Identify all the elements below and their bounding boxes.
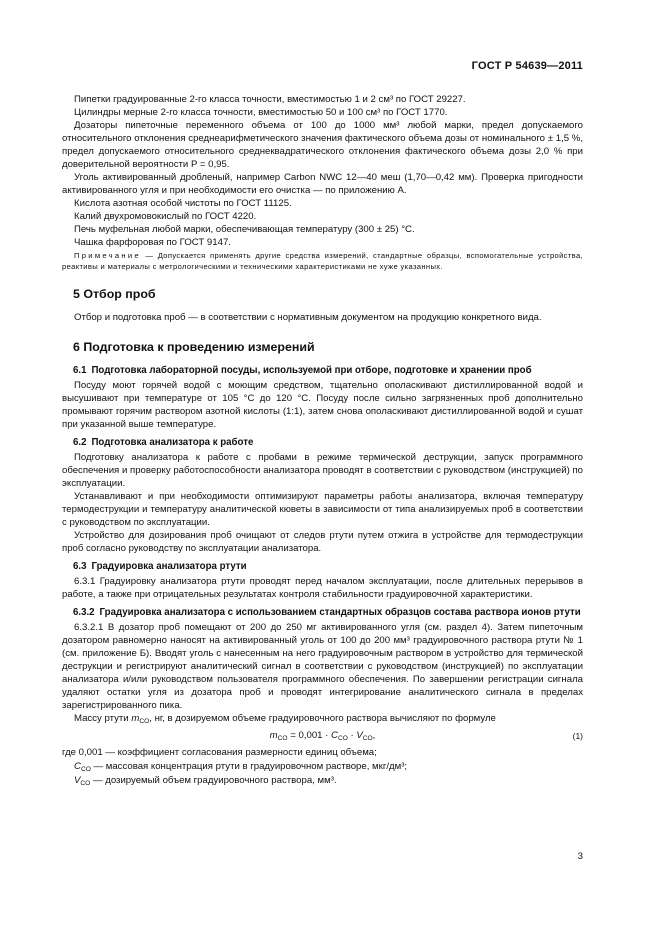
subsection-6-2-heading <box>73 436 583 449</box>
subsection-title: Подготовка анализатора к работе <box>91 436 254 448</box>
mass-formula-intro: Массу ртути $m_{CO}$, нг, в дозируемом объеме градуировочного раствора вычисляют по формуле <box>74 712 496 725</box>
formula-number: (1) <box>572 730 583 741</box>
equipment-item: Печь муфельная любой марки, обеспечивающая температуру (300 ± 25) °С. <box>74 224 415 235</box>
clause-6-3-1-text: 6.3.1 Градуировку анализатора ртути проводят перед началом эксплуатации, после длительных перерывов в работе, а также при отрицательных результатах контроля стабильности градуировочной характеристики. <box>62 575 583 600</box>
subsection-number: 6.1 <box>73 364 87 376</box>
subsection-number: 6.2 <box>73 436 87 448</box>
formula-where-intro: где 0,001 — коэффициент согласования размерности единиц объема; <box>62 746 377 758</box>
page-content <box>62 93 583 787</box>
clause-6-3-2-1-text: 6.3.2.1 В дозатор проб помещают от 200 до 250 мг активированного угля (см. раздел 4). Затем пипеточным дозатором равномерно наносят на активированный уголь от 100 до 200 мм³ градуировочного раствора ртути № 1 (см. приложение Б). Вводят уголь с нанесенным на него градуировочным раствором в устройство для термической деструкции и регистрируют аналитический сигнал в соответствии с руководством (инструкцией) по эксплуатации анализатора и/или руководством пользователя программного обеспечения. По завершении регистрации сигнала удаляют остатки угля из дозатора проб и проводят интегрирование аналитического сигнала в пределах зарегистрированного пика. <box>62 621 583 711</box>
equipment-item: Уголь активированный дробленый, например Carbon NWC 12—40 меш (1,70—0,42 мм). Проверка пригодности активированного угля и при необходимости его очистка — по приложению А. <box>62 172 583 196</box>
equipment-item: Дозаторы пипеточные переменного объема от 100 до 1000 мм³ любой марки, предел допускаемого относительного отклонения среднеарифметического значения фактического объема дозы от номинального ± 1,5 %, предел допускаемого относительного среднеквадратического отклонения фактического объема дозы 2,0 % при доверительной вероятности P = 0,95. <box>62 120 583 170</box>
equipment-item: Пипетки градуированные 2-го класса точности, вместимостью 1 и 2 см³ по ГОСТ 29227. <box>74 94 466 105</box>
note <box>62 251 583 273</box>
subsection-number: 6.3 <box>73 560 87 572</box>
document-header-code: ГОСТ Р 54639—2011 <box>471 60 583 72</box>
subsection-number: 6.3.2 <box>73 606 95 618</box>
section-5-heading: 5 Отбор проб <box>73 286 156 301</box>
subsection-6-2-paragraph: Устанавливают и при необходимости оптимизируют параметры работы анализатора, включая температуру термодеструкции и температуру аналитической кюветы в зависимости от типа анализируемых проб в соответствии с руководством по эксплуатации. <box>62 490 583 528</box>
subsection-title: Подготовка лабораторной посуды, используемой при отборе, подготовке и хранении проб <box>91 364 532 376</box>
subsection-6-1-text: Посуду моют горячей водой с моющим средством, тщательно ополаскивают дистиллированной водой и высушивают при температуре от 105 °С до 120 °С. Посуду после сильно загрязненных проб дополнительно промывают горячим раствором азотной кислоты (1:1), затем снова ополаскивают дистиллированной водой и сушат при указанной выше температуре. <box>62 379 583 430</box>
subsection-6-1-heading <box>62 364 583 377</box>
subsection-title: Градуировка анализатора ртути <box>91 560 247 572</box>
formula-1 <box>62 727 583 745</box>
equipment-item: Чашка фарфоровая по ГОСТ 9147. <box>74 237 231 248</box>
equipment-item: Цилиндры мерные 2-го класса точности, вместимостью 50 и 100 см³ по ГОСТ 1770. <box>74 107 448 118</box>
subsection-title: Градуировка анализатора с использованием стандартных образцов состава раствора ионов ртути <box>99 606 581 618</box>
subsection-6-3-heading <box>73 560 583 573</box>
formula-expression: $m_{CO} = 0,001 \cdot C_{CO} \cdot V_{CO}$, <box>269 729 376 742</box>
subsection-6-3-2-heading <box>62 606 583 619</box>
note-label: Примечание <box>74 251 141 260</box>
subsection-6-2-paragraph: Устройство для дозирования проб очищают от следов ртути путем отжига в устройстве для термодеструкции проб согласно руководству по эксплуатации анализатора. <box>62 529 583 554</box>
subsection-6-2-paragraph: Подготовку анализатора к работе с пробами в режиме термической деструкции, запуск программного обеспечения и проверку работоспособности анализатора проводят в соответствии с руководством (инструкцией) по эксплуатации. <box>62 451 583 489</box>
formula-where-v: $V_{CO}$ — дозируемый объем градуировочного раствора, мм³. <box>74 774 337 787</box>
section-6-heading: 6 Подготовка к проведению измерений <box>73 339 315 354</box>
equipment-item: Кислота азотная особой чистоты по ГОСТ 11125. <box>74 198 292 209</box>
equipment-item: Калий двухромовокислый по ГОСТ 4220. <box>74 211 257 222</box>
section-5-text: Отбор и подготовка проб — в соответствии с нормативным документом на продукцию конкретного вида. <box>74 311 542 323</box>
page-number: 3 <box>577 851 583 862</box>
note-text: — Допускается применять другие средства измерений, стандартные образцы, вспомогательные устройства, реактивы и материалы с метрологическими и техническими характеристиками не хуже указанных. <box>62 251 583 271</box>
formula-where-c: $C_{CO}$ — массовая концентрация ртути в градуировочном растворе, мкг/дм³; <box>74 760 408 773</box>
